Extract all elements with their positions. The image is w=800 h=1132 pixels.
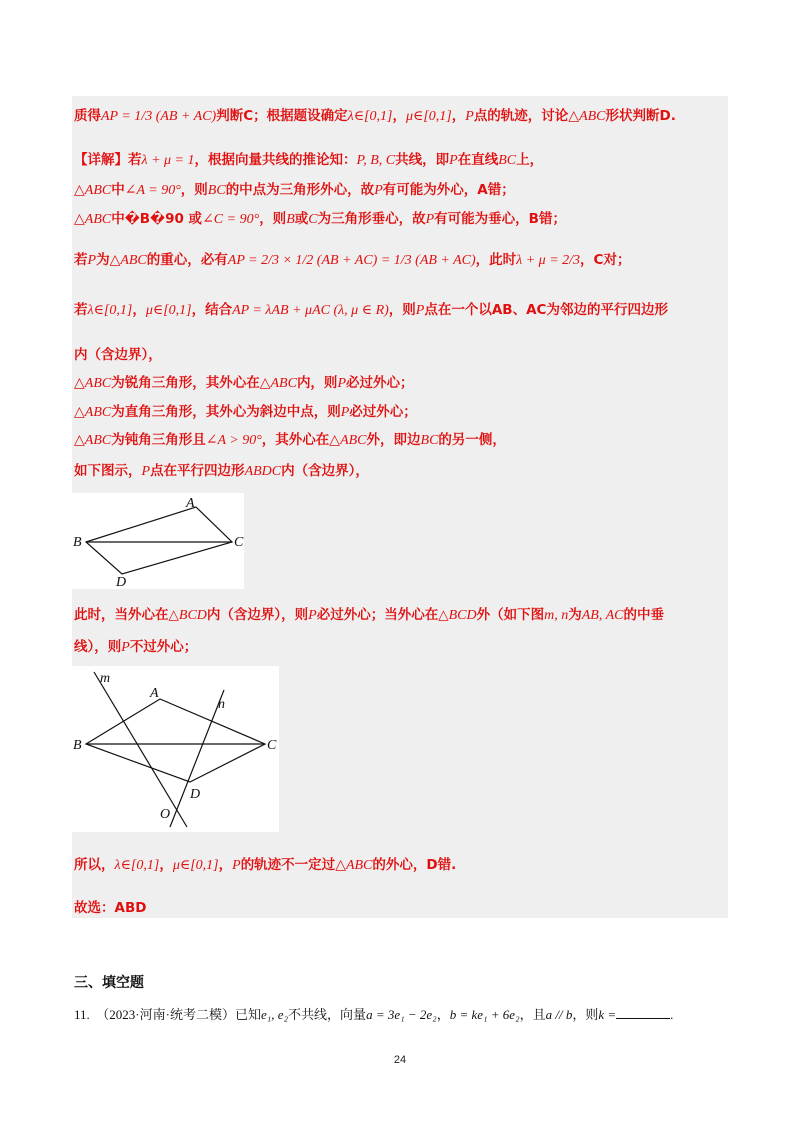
solution-line-7: 内（含边界），: [74, 347, 162, 363]
solution-line-5: 若P为△ABC的重心，必有AP = 2/3 × 1/2 (AB + AC) = 1/3 (AB + AC)，此时λ + μ = 2/3，C对；: [74, 252, 631, 268]
label-d: D: [116, 575, 127, 589]
solution-line-13: 线），则P不过外心；: [74, 639, 198, 655]
label-n: n: [218, 697, 225, 712]
bisector-m: [94, 672, 187, 827]
section-heading: 三、填空题: [74, 975, 144, 991]
solution-line-12: 此时，当外心在△BCD内（含边界），则P必过外心；当外心在△BCD外（如下图m, n为AB, AC的中垂: [74, 607, 664, 623]
label-a: A: [150, 686, 159, 701]
answer-line: 故选：ABD: [74, 900, 147, 916]
solution-line-14: 所以，λ∈[0,1]，μ∈[0,1]，P的轨迹不一定过△ABC的外心，D错.: [74, 857, 457, 873]
solution-line-9: △ABC为直角三角形，其外心为斜边中点，则P必过外心；: [74, 404, 417, 420]
question-number: 11.: [74, 1007, 90, 1022]
solution-line-1: 质得AP = 1/3 (AB + AC)判断C；根据题设确定λ∈[0,1]，μ∈[0,1]，P点的轨迹，讨论△ABC形状判断D.: [74, 108, 676, 124]
label-m: m: [100, 671, 111, 686]
label-c: C: [234, 535, 244, 550]
solution-line-2: 【详解】若λ + μ = 1，根据向量共线的推论知：P, B, C共线，即P在直线BC上，: [74, 152, 544, 168]
solution-line-6: 若λ∈[0,1]，μ∈[0,1]，结合AP = λAB + μAC (λ, μ ∈ R)，则P点在一个以AB、AC为邻边的平行四边形: [74, 302, 668, 318]
solution-line-4: △ABC中�B�90 或∠C = 90°，则B或C为三角形垂心，故P有可能为垂心，B错；: [74, 211, 566, 227]
solution-line-10: △ABC为钝角三角形且∠A > 90°，其外心在△ABC外，即边BC的另一侧，: [74, 432, 506, 448]
question-11: 11. （2023·河南·统考二模）已知e₁, e₂不共线，向量a = 3e₁ − 2e₂，b = ke₁ + 6e₂，且a // b，则k = .: [74, 1007, 674, 1022]
bisector-n: [170, 690, 224, 827]
label-b: B: [73, 535, 82, 550]
solution-line-11: 如下图示，P点在平行四边形ABDC内（含边界），: [74, 463, 369, 479]
parallelogram-abdc: [86, 507, 232, 574]
parallelogram-abdc: [86, 699, 265, 782]
label-c: C: [267, 738, 277, 753]
parallelogram-figure: [72, 493, 244, 589]
perpendicular-bisector-figure: [72, 666, 279, 832]
page-number: 24: [393, 1054, 407, 1066]
label-o: O: [160, 807, 171, 822]
answer-blank[interactable]: [616, 1018, 670, 1019]
solution-line-3: △ABC中∠A = 90°，则BC的中点为三角形外心，故P有可能为外心，A错；: [74, 182, 515, 198]
label-d: D: [190, 787, 201, 802]
label-b: B: [73, 738, 82, 753]
label-a: A: [186, 496, 195, 511]
solution-line-8: △ABC为锐角三角形，其外心在△ABC内，则P必过外心；: [74, 375, 414, 391]
